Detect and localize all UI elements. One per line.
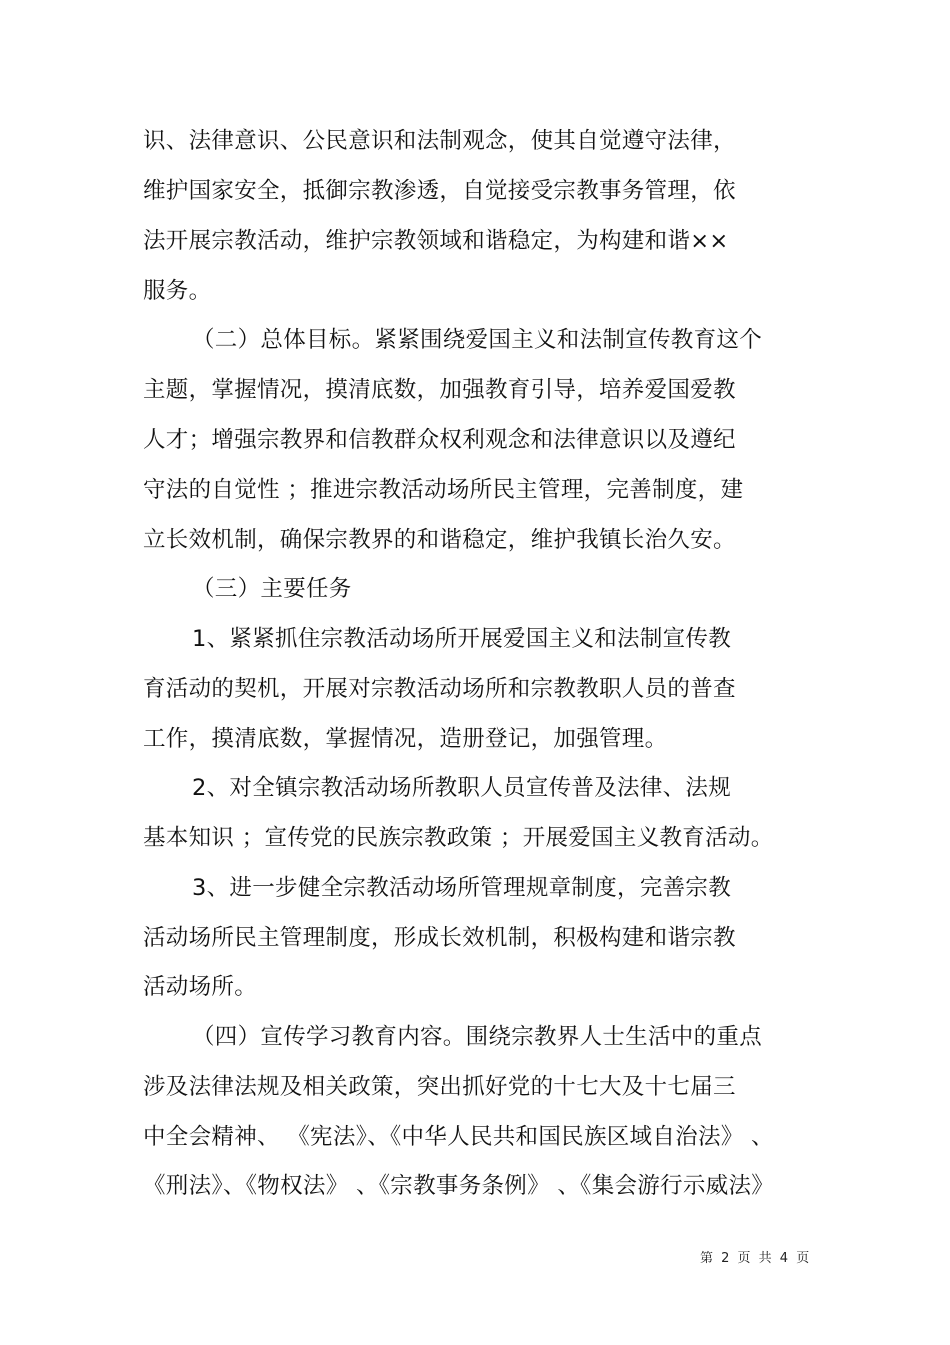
paragraph-heading: （四）宣传学习教育内容。围绕宗教界人士生活中的重点: [192, 1024, 763, 1050]
paragraph-heading: （二）总体目标。紧紧围绕爱国主义和法制宣传教育这个: [192, 327, 763, 353]
text-line: 维护国家安全，抵御宗教渗透，自觉接受宗教事务管理，依: [143, 178, 736, 204]
text-line: 守法的自觉性 ；推进宗教活动场所民主管理，完善制度，建: [143, 477, 744, 503]
text-line: 《刑法》、《物权法》 、《宗教事务条例》 、《集会游行示威法》: [143, 1173, 775, 1199]
text-line: 人才；增强宗教界和信教群众权利观念和法律意识以及遵纪: [143, 427, 736, 453]
list-item: 2、对全镇宗教活动场所教职人员宣传普及法律、法规: [192, 775, 732, 801]
text-line: 主题，掌握情况，摸清底数，加强教育引导，培养爱国爱教: [143, 377, 736, 403]
text-line: 工作，摸清底数，掌握情况，造册登记，加强管理。: [143, 726, 668, 752]
text-line: 法开展宗教活动，维护宗教领域和谐稳定，为构建和谐××: [143, 228, 729, 254]
text-line: 中全会精神、 《宪法》、《中华人民共和国民族区域自治法》 、: [143, 1124, 774, 1150]
text-line: 立长效机制，确保宗教界的和谐稳定，维护我镇长治久安。: [143, 527, 736, 553]
text-line: 识、法律意识、公民意识和法制观念，使其自觉遵守法律，: [143, 128, 736, 154]
text-line: 活动场所。: [143, 974, 258, 1000]
text-line: 服务。: [143, 278, 212, 304]
text-line: 育活动的契机，开展对宗教活动场所和宗教教职人员的普查: [143, 676, 736, 702]
page-number-footer: 第 2 页 共 4 页: [700, 1251, 812, 1266]
list-item: 3、进一步健全宗教活动场所管理规章制度，完善宗教: [192, 875, 732, 901]
text-line: 基本知识 ；宣传党的民族宗教政策 ；开展爱国主义教育活动。: [143, 825, 774, 851]
section-heading: （三）主要任务: [192, 576, 352, 602]
text-line: 活动场所民主管理制度，形成长效机制，积极构建和谐宗教: [143, 925, 736, 951]
text-line: 涉及法律法规及相关政策，突出抓好党的十七大及十七届三: [143, 1074, 736, 1100]
list-item: 1、紧紧抓住宗教活动场所开展爱国主义和法制宣传教: [192, 626, 732, 652]
